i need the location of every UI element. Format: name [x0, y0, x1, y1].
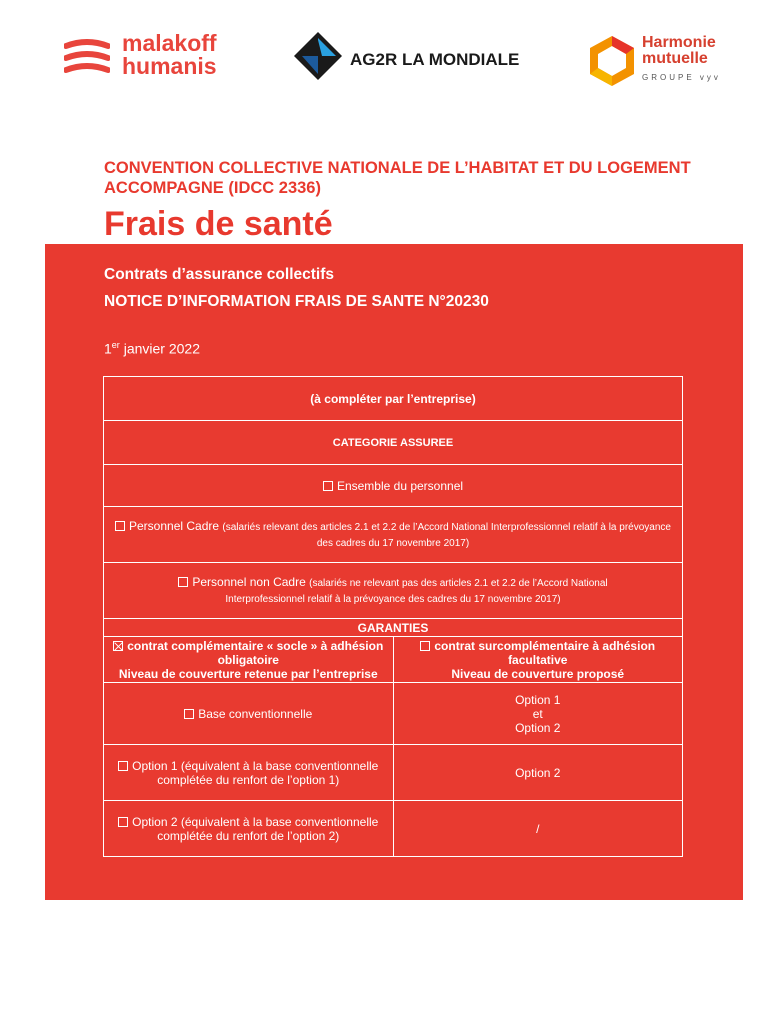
convention-title: CONVENTION COLLECTIVE NATIONALE DE L’HABITAT ET DU LOGEMENT ACCOMPAGNE (IDCC 2336) — [104, 159, 691, 197]
surcomplementaire-column-header — [393, 637, 683, 683]
groupe-vyv-wordmark: GROUPE vyv — [642, 73, 721, 82]
coverage-form-table — [103, 376, 683, 857]
checkbox-personnel-cadre[interactable] — [115, 521, 125, 531]
et-text: et — [532, 706, 543, 721]
fill-note: (à compléter par l’entreprise) — [104, 377, 683, 421]
option-1-text: Option 1 — [515, 692, 561, 707]
notice-panel — [45, 244, 743, 900]
logo-bar — [0, 28, 770, 98]
base-conventionnelle-cell — [104, 683, 394, 745]
contract-subtitle: Contrats d’assurance collectifs — [104, 266, 334, 283]
effective-date: 1er janvier 2022 — [104, 340, 200, 357]
notice-number: NOTICE D’INFORMATION FRAIS DE SANTE N°20230 — [104, 293, 489, 310]
socle-title: contrat complémentaire « socle » à adhésion obligatoire — [127, 638, 384, 667]
checkbox-contrat-socle[interactable] — [113, 641, 123, 651]
category-noncadre-row — [104, 563, 683, 619]
category-noncadre-label: Personnel non Cadre — [192, 574, 306, 589]
option-1-cell — [104, 745, 394, 801]
category-noncadre-note: (salariés ne relevant pas des articles 2.1 et 2.2 de l’Accord National Interprofessionnel relatif à la prévoyance des cadres du 17 novembre 2017) — [225, 577, 608, 605]
base-conventionnelle-label: Base conventionnelle — [198, 706, 313, 721]
category-all-row — [104, 465, 683, 507]
ag2r-wordmark: AG2R LA MONDIALE — [350, 50, 520, 69]
malakoff-swoosh-icon — [64, 38, 110, 78]
socle-column-header — [104, 637, 394, 683]
checkbox-personnel-non-cadre[interactable] — [178, 577, 188, 587]
mutuelle-wordmark: mutuelle — [642, 50, 708, 67]
category-all-label: Ensemble du personnel — [336, 478, 464, 493]
option-2-surcomp: / — [393, 801, 683, 857]
garanties-header: GARANTIES — [104, 619, 683, 637]
category-cadre-label: Personnel Cadre — [129, 518, 220, 533]
checkbox-base-conventionnelle[interactable] — [184, 709, 194, 719]
document-header — [104, 158, 704, 242]
option-2-text: Option 2 — [515, 720, 561, 735]
category-header: CATEGORIE ASSUREE — [104, 421, 683, 465]
option-1-surcomp: Option 2 — [393, 745, 683, 801]
base-conventionnelle-options — [393, 683, 683, 745]
option-2-label: Option 2 (équivalent à la base conventionnelle complétée du renfort de l’option 2) — [132, 814, 379, 843]
checkbox-option-2[interactable] — [118, 817, 128, 827]
option-1-label: Option 1 (équivalent à la base conventionnelle complétée du renfort de l’option 1) — [132, 758, 379, 787]
harmonie-wordmark: Harmonie — [642, 34, 716, 51]
ag2r-cube-icon — [292, 30, 344, 82]
category-cadre-row — [104, 507, 683, 563]
category-cadre-note: (salariés relevant des articles 2.1 et 2.2 de l’Accord National Interprofessionnel relatif à la prévoyance des cadres du 17 novembre 2017) — [222, 521, 671, 549]
option-2-cell — [104, 801, 394, 857]
checkbox-ensemble-personnel[interactable] — [323, 481, 333, 491]
surcomplementaire-subtitle: Niveau de couverture proposé — [451, 666, 625, 681]
page-title: Frais de santé — [104, 205, 333, 243]
harmonie-hexagon-icon — [586, 34, 638, 88]
socle-subtitle: Niveau de couverture retenue par l’entreprise — [118, 666, 378, 681]
checkbox-option-1[interactable] — [118, 761, 128, 771]
malakoff-humanis-wordmark: malakoff humanis — [122, 30, 217, 79]
checkbox-contrat-surcomplementaire[interactable] — [420, 641, 430, 651]
surcomplementaire-title: contrat surcomplémentaire à adhésion facultative — [434, 638, 656, 667]
